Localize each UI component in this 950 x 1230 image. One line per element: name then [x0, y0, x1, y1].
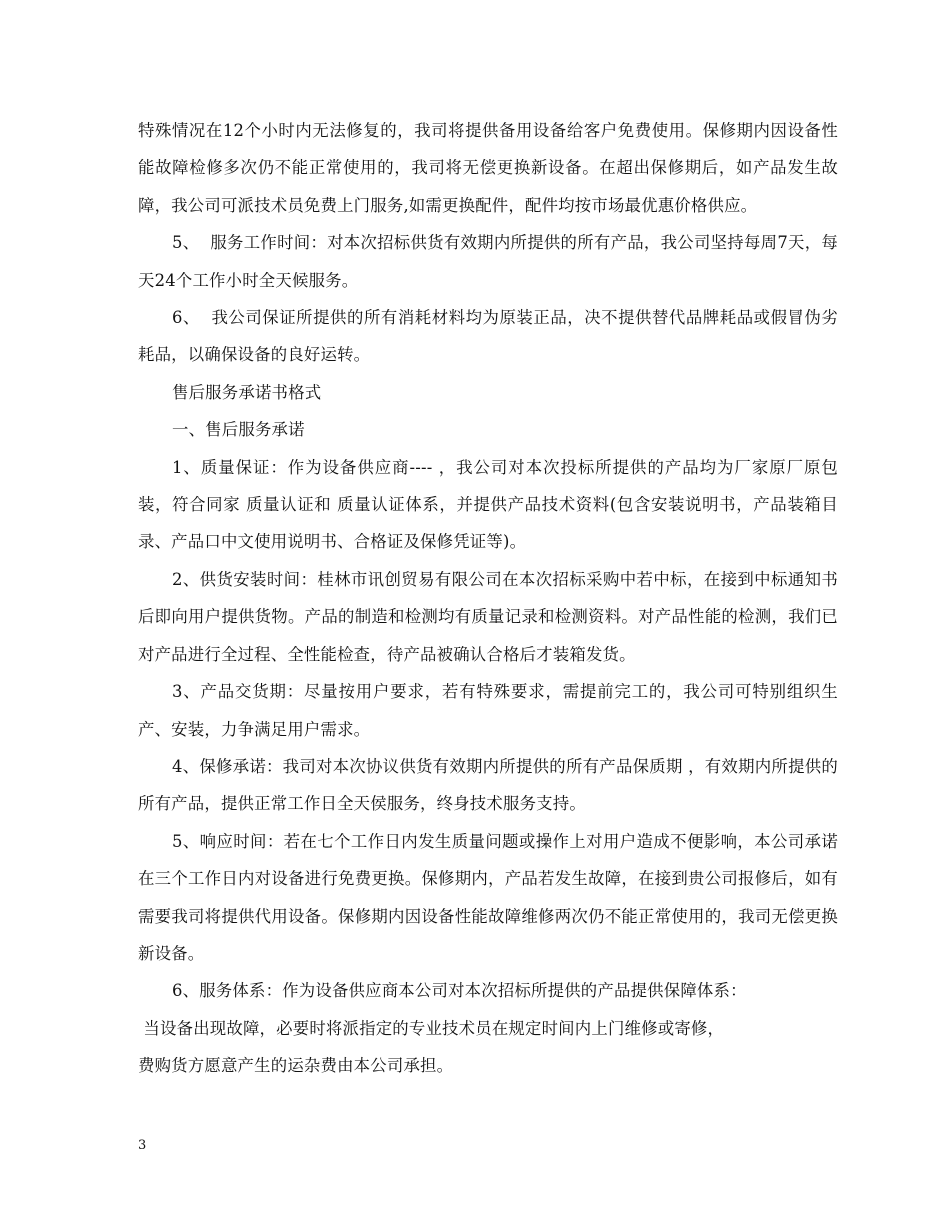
paragraph-warranty-commitment: 4、保修承诺：我司对本次协议供货有效期内所提供的所有产品保质期 ，有效期内所提供的所有产品，提供正常工作日全天侯服务，终身技术服务支持。	[138, 756, 838, 814]
paragraph-consumables: 6、 我公司保证所提供的所有消耗材料均为原装正品，决不提供替代品牌耗品或假冒伪劣耗品，以确保设备的良好运转。	[138, 308, 838, 365]
paragraph-response-time: 5、响应时间：若在七个工作日内发生质量问题或操作上对用户造成不便影响，本公司承诺在三个工作日内对设备进行免费更换。保修期内，产品若发生故障，在接到贵公司报修后，如有需要我司将提供代用设备。保修期内因设备性能故障维修两次仍不能正常使用的，我司无偿更换新设备。	[138, 831, 838, 963]
paragraph-delivery-installation: 2、供货安装时间：桂林市讯创贸易有限公司在本次招标采购中若中标，在接到中标通知书后即向用户提供货物。产品的制造和检测均有质量记录和检测资料。对产品性能的检测，我们已对产品进行全过程、全性能检查，待产品被确认合格后才装箱发货。	[138, 569, 838, 664]
section-heading-commitment: 一、售后服务承诺	[172, 420, 305, 440]
page-number: 3	[138, 1138, 147, 1153]
paragraph-service-hours: 5、 服务工作时间：对本次招标供货有效期内所提供的所有产品，我公司坚持每周7天，每天24个工作小时全天候服务。	[138, 233, 838, 290]
document-body	[138, 112, 838, 1085]
paragraph-warranty-continued: 特殊情况在12个小时内无法修复的，我司将提供备用设备给客户免费使用。保修期内因设备性能故障检修多次仍不能正常使用的，我司将无偿更换新设备。在超出保修期后，如产品发生故障，我公司可派技术员免费上门服务,如需更换配件，配件均按市场最优惠价格供应。	[138, 121, 838, 215]
paragraph-quality-guarantee: 1、质量保证：作为设备供应商---- ，我公司对本次投标所提供的产品均为厂家原厂原包装，符合同家 质量认证和 质量认证体系，并提供产品技术资料(包含安装说明书，产品装箱目录、产品口中文使用说明书、合格证及保修凭证等)。	[138, 457, 838, 552]
paragraph-delivery-period: 3、产品交货期：尽量按用户要求，若有特殊要求，需提前完工的，我公司可特别组织生产、安装，力争满足用户需求。	[138, 682, 838, 739]
paragraph-service-system: 6、服务体系：作为设备供应商本公司对本次招标所提供的产品提供保障体系： 当设备出现故障，必要时将派指定的专业技术员在规定时间内上门维修或寄修， 费购货方愿意产生的运杂费由本公司承担。	[138, 981, 747, 1076]
section-heading-format: 售后服务承诺书格式	[172, 382, 322, 402]
